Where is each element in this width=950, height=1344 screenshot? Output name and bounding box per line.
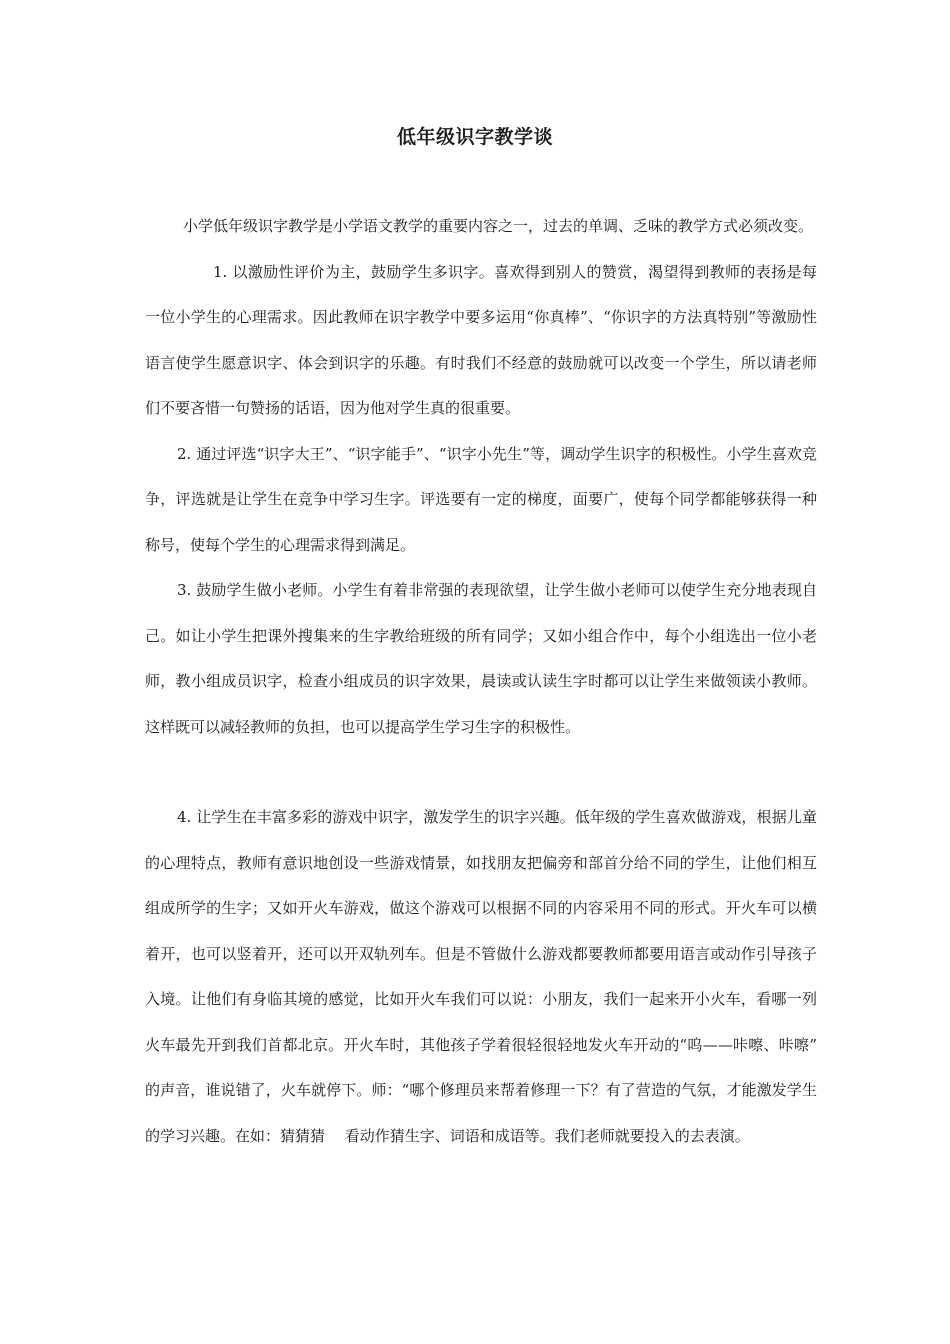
paragraph-spacer bbox=[145, 750, 817, 795]
point-4-paragraph: 4. 让学生在丰富多彩的游戏中识字，激发学生的识字兴趣。低年级的学生喜欢做游戏，根据儿童的心理特点，教师有意识地创设一些游戏情景，如找朋友把偏旁和部首分给不同的学生，让他们相互组成所学的生字；又如开火车游戏，做这个游戏可以根据不同的内容采用不同的形式。开火车可以横着开，也可以竖着开，还可以开双轨列车。但是不管做什么游戏都要教师都要用语言或动作引导孩子入境。让他们有身临其境的感觉，比如开火车我们可以说：小朋友，我们一起来开小火车，看哪一列火车最先开到我们首都北京。开火车时，其他孩子学着很轻很轻地发火车开动的“呜——咔嚓、咔嚓” 的声音，谁说错了，火车就停下。师：“哪个修理员来帮着修理一下？有了营造的气氛，才能激发学生的学习兴趣。在如：猜猜猜 看动作猜生字、词语和成语等。我们老师就要投入的去表演。 bbox=[145, 808, 817, 1145]
document-title: 低年级识字教学谈 bbox=[396, 126, 553, 148]
document-body bbox=[145, 204, 817, 1159]
intro-paragraph: 小学低年级识字教学是小学语文教学的重要内容之一，过去的单调、乏味的教学方式必须改变。 bbox=[183, 217, 814, 235]
point-1-paragraph: 1. 以激励性评价为主，鼓励学生多识字。喜欢得到别人的赞赏，渴望得到教师的表扬是每一位小学生的心理需求。因此教师在识字教学中要多运用“你真棒”、“你识字的方法真特别”等激励性语言使学生愿意识字、体会到识字的乐趣。有时我们不经意的鼓励就可以改变一个学生，所以请老师们不要吝惜一句赞扬的话语，因为他对学生真的很重要。 bbox=[145, 262, 817, 417]
point-2-paragraph: 2. 通过评选“识字大王”、“识字能手”、“识字小先生”等，调动学生识字的积极性。小学生喜欢竞争，评选就是让学生在竞争中学习生字。评选要有一定的梯度，面要广，使每个同学都能够获得一种称号，使每个学生的心理需求得到满足。 bbox=[145, 444, 817, 554]
point-3-paragraph: 3. 鼓励学生做小老师。小学生有着非常强的表现欲望，让学生做小老师可以使学生充分地表现自己。如让小学生把课外搜集来的生字教给班级的所有同学；又如小组合作中，每个小组选出一位小老师，教小组成员识字，检查小组成员的识字效果，晨读或认读生字时都可以让学生来做领读小教师。这样既可以减轻教师的负担，也可以提高学生学习生字的积极性。 bbox=[145, 581, 817, 736]
